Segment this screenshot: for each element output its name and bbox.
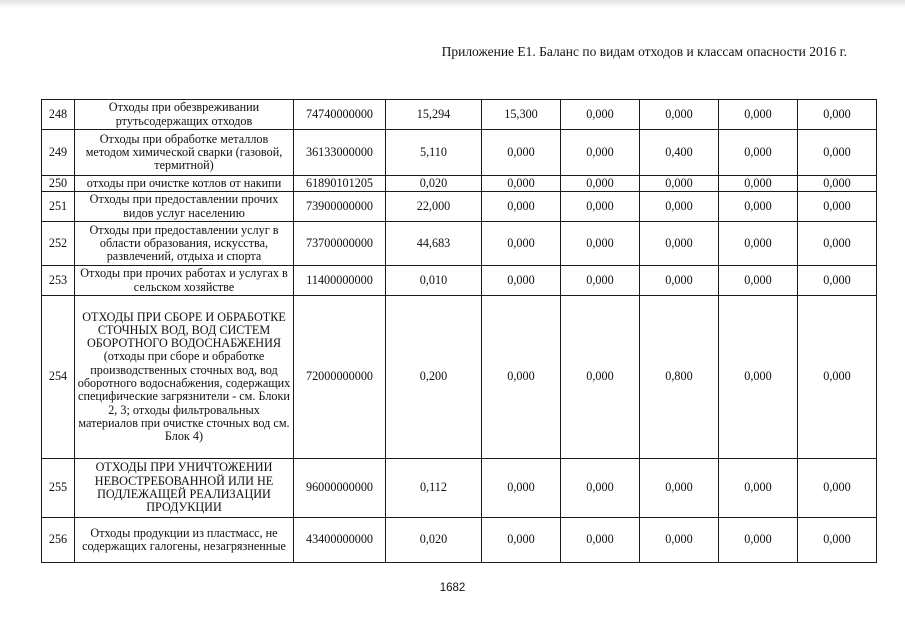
waste-name: Отходы при обезвреживании ртутьсодержащих отходов (75, 100, 294, 130)
value-cell: 0,000 (482, 130, 561, 176)
value-cell: 15,300 (482, 100, 561, 130)
waste-name: ОТХОДЫ ПРИ СБОРЕ И ОБРАБОТКЕ СТОЧНЫХ ВОД, ВОД СИСТЕМ ОБОРОТНОГО ВОДОСНАБЖЕНИЯ (отходы при сборе и обработке производственных сточных вод, вод оборотного водоснабжения, содержащих специфические загрязнители - см. Блоки 2, 3; отходы фильтровальных материалов при очистке сточных вод см. Блок 4) (75, 296, 294, 459)
value-cell: 0,000 (798, 296, 877, 459)
value-cell: 0,000 (798, 459, 877, 518)
value-cell: 0,000 (719, 222, 798, 266)
value-cell: 0,000 (640, 176, 719, 192)
value-cell: 0,400 (640, 130, 719, 176)
value-cell: 0,000 (719, 296, 798, 459)
waste-name: ОТХОДЫ ПРИ УНИЧТОЖЕНИИ НЕВОСТРЕБОВАННОЙ ИЛИ НЕ ПОДЛЕЖАЩЕЙ РЕАЛИЗАЦИИ ПРОДУКЦИИ (75, 459, 294, 518)
value-cell: 0,000 (561, 296, 640, 459)
value-cell: 0,000 (482, 518, 561, 563)
value-cell: 0,000 (719, 518, 798, 563)
value-cell: 0,000 (719, 459, 798, 518)
value-cell: 0,000 (640, 222, 719, 266)
value-cell: 0,000 (719, 266, 798, 296)
row-number: 252 (42, 222, 75, 266)
page-title: Приложение Е1. Баланс по видам отходов и классам опасности 2016 г. (441, 44, 847, 59)
value-cell: 0,000 (561, 176, 640, 192)
waste-code: 73900000000 (294, 192, 386, 222)
table-row (42, 192, 877, 222)
waste-code: 11400000000 (294, 266, 386, 296)
value-cell: 0,000 (482, 222, 561, 266)
waste-name: Отходы продукции из пластмасс, не содержащих галогены, незагрязненные (75, 518, 294, 563)
value-cell: 0,000 (798, 176, 877, 192)
table-row (42, 176, 877, 192)
waste-name: Отходы при предоставлении услуг в области образования, искусства, развлечений, отдыха и спорта (75, 222, 294, 266)
value-cell: 0,000 (561, 459, 640, 518)
value-cell: 0,000 (798, 100, 877, 130)
waste-name: Отходы при прочих работах и услугах в сельском хозяйстве (75, 266, 294, 296)
scan-edge (0, 0, 905, 8)
table-row (42, 266, 877, 296)
waste-name: отходы при очистке котлов от накипи (75, 176, 294, 192)
waste-code: 96000000000 (294, 459, 386, 518)
value-cell: 0,000 (640, 100, 719, 130)
table-row (42, 100, 877, 130)
waste-name: Отходы при обработке металлов методом химической сварки (газовой, термитной) (75, 130, 294, 176)
value-cell: 22,000 (386, 192, 482, 222)
value-cell: 0,800 (640, 296, 719, 459)
table-row (42, 222, 877, 266)
row-number: 256 (42, 518, 75, 563)
value-cell: 0,000 (561, 130, 640, 176)
value-cell: 0,000 (719, 176, 798, 192)
value-cell: 0,000 (482, 176, 561, 192)
value-cell: 0,000 (640, 459, 719, 518)
row-number: 249 (42, 130, 75, 176)
value-cell: 0,000 (798, 192, 877, 222)
row-number: 255 (42, 459, 75, 518)
value-cell: 0,000 (640, 518, 719, 563)
value-cell: 0,000 (798, 222, 877, 266)
value-cell: 15,294 (386, 100, 482, 130)
value-cell: 0,000 (561, 222, 640, 266)
value-cell: 0,010 (386, 266, 482, 296)
value-cell: 0,000 (482, 266, 561, 296)
value-cell: 0,000 (482, 296, 561, 459)
waste-code: 43400000000 (294, 518, 386, 563)
row-number: 250 (42, 176, 75, 192)
table-row (42, 130, 877, 176)
table-row (42, 296, 877, 459)
value-cell: 0,000 (798, 518, 877, 563)
value-cell: 0,000 (719, 100, 798, 130)
value-cell: 0,000 (561, 100, 640, 130)
value-cell: 0,000 (561, 192, 640, 222)
value-cell: 5,110 (386, 130, 482, 176)
value-cell: 0,000 (640, 266, 719, 296)
row-number: 251 (42, 192, 75, 222)
value-cell: 0,000 (719, 130, 798, 176)
waste-name: Отходы при предоставлении прочих видов услуг населению (75, 192, 294, 222)
value-cell: 0,020 (386, 176, 482, 192)
value-cell: 0,112 (386, 459, 482, 518)
value-cell: 0,000 (482, 459, 561, 518)
value-cell: 0,000 (640, 192, 719, 222)
waste-code: 73700000000 (294, 222, 386, 266)
value-cell: 0,000 (561, 518, 640, 563)
waste-code: 61890101205 (294, 176, 386, 192)
value-cell: 0,000 (482, 192, 561, 222)
value-cell: 0,000 (719, 192, 798, 222)
value-cell: 0,200 (386, 296, 482, 459)
table-body (42, 100, 877, 563)
waste-code: 72000000000 (294, 296, 386, 459)
row-number: 254 (42, 296, 75, 459)
value-cell: 0,000 (798, 266, 877, 296)
value-cell: 0,000 (561, 266, 640, 296)
waste-balance-table (41, 99, 877, 563)
row-number: 248 (42, 100, 75, 130)
value-cell: 44,683 (386, 222, 482, 266)
waste-code: 36133000000 (294, 130, 386, 176)
value-cell: 0,020 (386, 518, 482, 563)
table-row (42, 518, 877, 563)
value-cell: 0,000 (798, 130, 877, 176)
page-number: 1682 (439, 582, 466, 594)
row-number: 253 (42, 266, 75, 296)
table-row (42, 459, 877, 518)
waste-code: 74740000000 (294, 100, 386, 130)
